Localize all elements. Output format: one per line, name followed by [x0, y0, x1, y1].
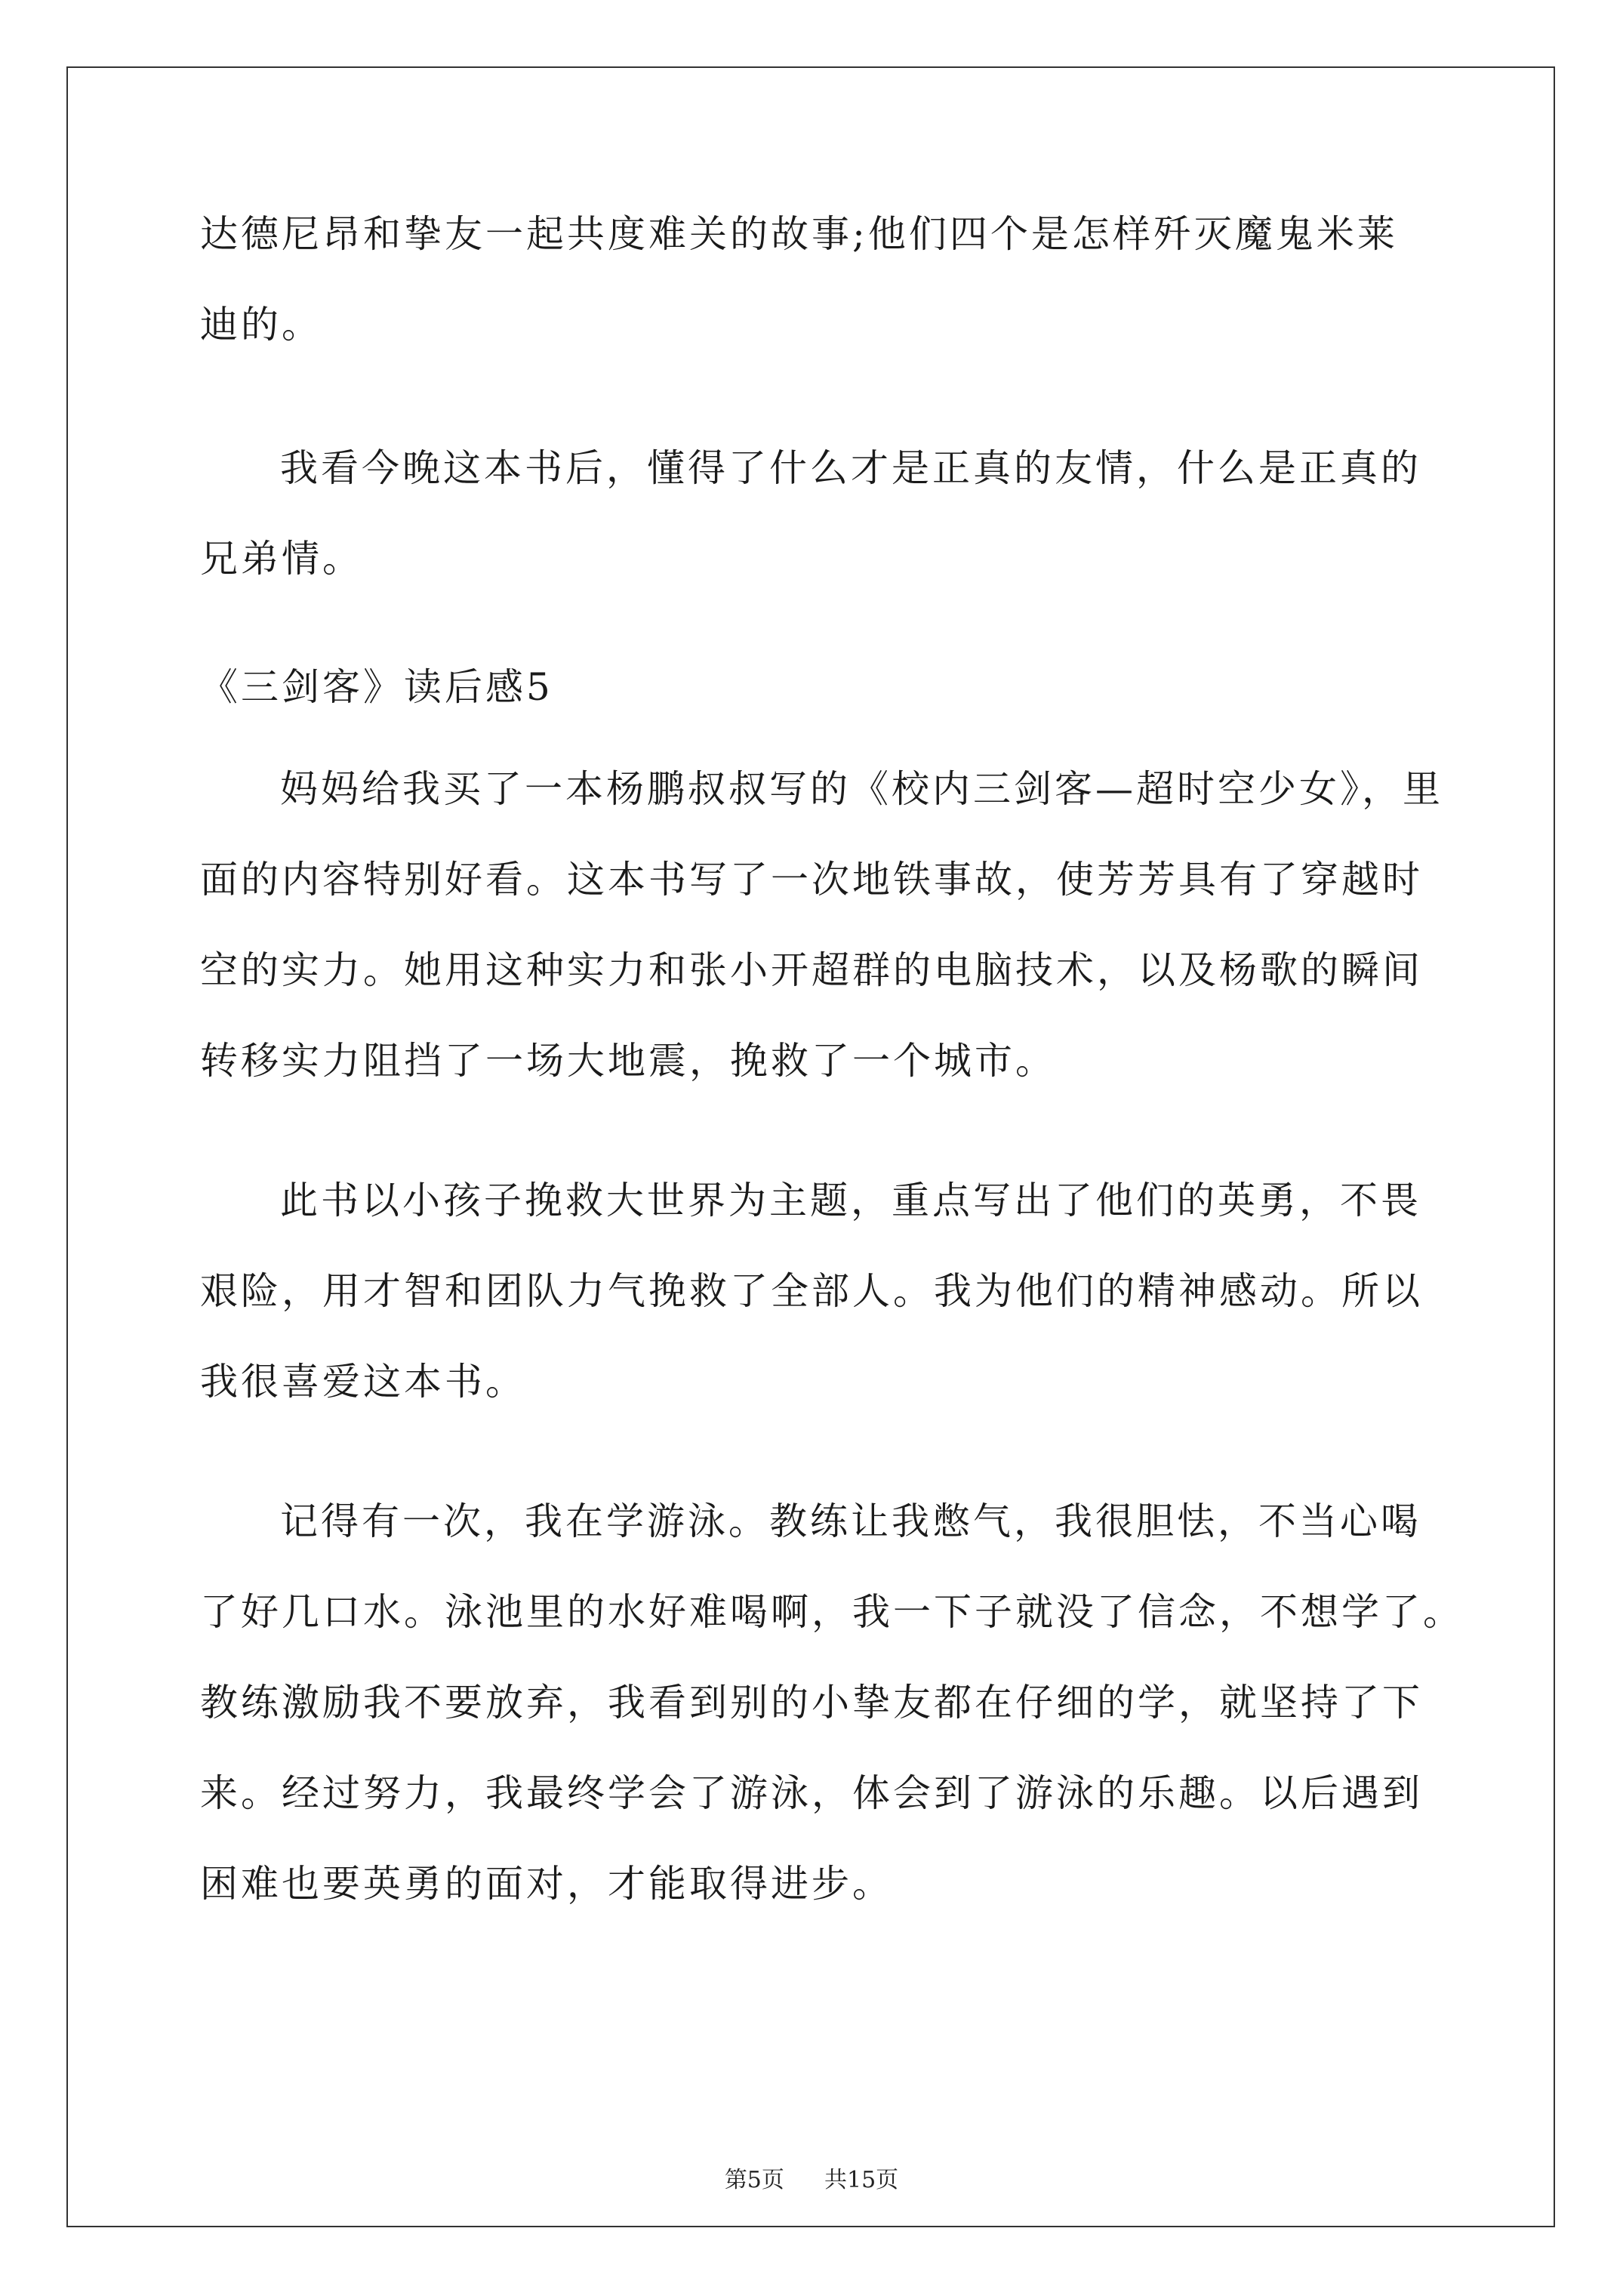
paragraph-line: 此书以小孩子挽救大世界为主题，重点写出了他们的英勇，不畏: [280, 1179, 1421, 1222]
page-total: 共15页: [824, 2167, 899, 2193]
paragraph-line: 我看今晚这本书后，懂得了什么才是正真的友情，什么是正真的: [280, 446, 1421, 490]
paragraph-line: 艰险，用才智和团队力气挽救了全部人。我为他们的精神感动。所以: [200, 1269, 1423, 1313]
paragraph-line: 我很喜爱这本书。: [200, 1360, 526, 1404]
paragraph-line: 面的内容特别好看。这本书写了一次地铁事故，使芳芳具有了穿越时: [200, 858, 1423, 901]
paragraph-line: 达德尼昂和挚友一起共度难关的故事;他们四个是怎样歼灭魔鬼米莱: [200, 212, 1398, 256]
paragraph-line: 妈妈给我买了一本杨鹏叔叔写的《校内三剑客—超时空少女》，里: [280, 767, 1443, 811]
paragraph-line: 转移实力阻挡了一场大地震，挽救了一个城市。: [200, 1039, 1056, 1083]
page-footer: [0, 2167, 1623, 2194]
paragraph-line: 教练激励我不要放弃，我看到别的小挚友都在仔细的学，就坚持了下: [200, 1681, 1423, 1724]
paragraph-line: 困难也要英勇的面对，才能取得进步。: [200, 1862, 893, 1906]
paragraph-line: 来。经过努力，我最终学会了游泳，体会到了游泳的乐趣。以后遇到: [200, 1771, 1423, 1815]
section-heading: 《三剑客》读后感5: [200, 665, 553, 709]
paragraph-line: 兄弟情。: [200, 537, 363, 581]
page-number: 第5页: [724, 2167, 784, 2193]
paragraph-line: 空的实力。她用这种实力和张小开超群的电脑技术，以及杨歌的瞬间: [200, 948, 1423, 992]
paragraph-line: 了好几口水。泳池里的水好难喝啊，我一下子就没了信念，不想学了。: [200, 1590, 1464, 1634]
paragraph-line: 迪的。: [200, 303, 322, 347]
paragraph-line: 记得有一次，我在学游泳。教练让我憋气，我很胆怯，不当心喝: [280, 1499, 1421, 1543]
